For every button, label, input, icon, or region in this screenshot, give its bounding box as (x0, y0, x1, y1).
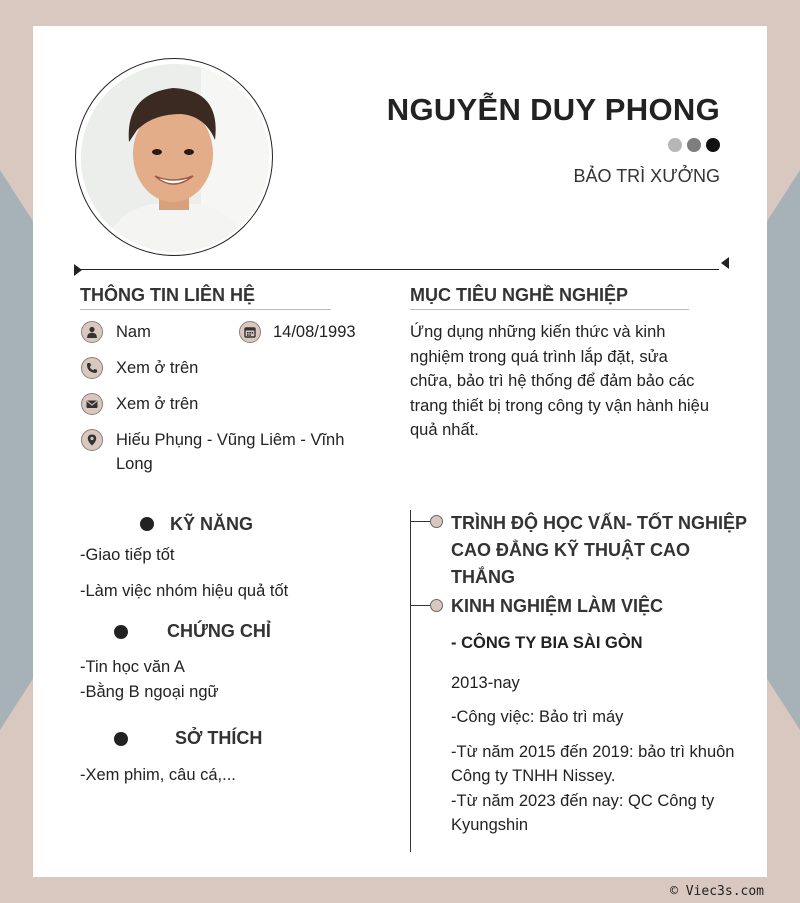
education-heading: TRÌNH ĐỘ HỌC VẤN- TỐT NGHIỆP CAO ĐẲNG KỸ THUẬT CAO THẮNG (451, 513, 747, 587)
location-pin-icon (81, 429, 103, 451)
right-side-panel (764, 170, 800, 730)
avatar-portrait (81, 64, 269, 252)
decor-dot-light (668, 138, 682, 152)
timeline-dot (430, 599, 443, 612)
objective-heading: MỤC TIÊU NGHỀ NGHIỆP (410, 285, 629, 305)
skills-bullet (140, 517, 154, 531)
copyright-text: © Viec3s.com (670, 884, 764, 899)
divider-arrow-left-icon (72, 264, 82, 276)
hobbies-bullet (114, 732, 128, 746)
objective-underline (410, 309, 689, 310)
experience-detail: -Từ năm 2023 đến nay: QC Công ty Kyungshin (451, 792, 715, 834)
objective-text: Ứng dụng những kiến thức và kinh nghiệm trong quá trình lắp đặt, sửa chữa, bảo trì hệ thống để đảm bảo các trang thiết bị trong công ty vận hành hiệu quả nhất. (410, 323, 710, 439)
email-value: Xem ở trên (116, 395, 199, 413)
left-side-panel (0, 170, 36, 730)
address-value: Hiếu Phụng - Vũng Liêm - Vĩnh Long (116, 431, 345, 473)
user-icon (81, 321, 103, 343)
experience-heading: KINH NGHIỆM LÀM VIỆC (451, 596, 664, 616)
timeline-line (410, 510, 411, 852)
phone-icon (81, 357, 103, 379)
header-divider (77, 269, 719, 270)
job-title: BẢO TRÌ XƯỞNG (573, 166, 720, 186)
company-name: - CÔNG TY BIA SÀI GÒN (451, 634, 643, 652)
decor-dot-dark (706, 138, 720, 152)
contact-heading: THÔNG TIN LIÊN HỆ (80, 285, 255, 305)
avatar (81, 64, 269, 252)
phone-value: Xem ở trên (116, 359, 199, 377)
divider-arrow-right-icon (721, 257, 731, 269)
calendar-icon (239, 321, 261, 343)
hobbies-heading: SỞ THÍCH (175, 728, 263, 748)
timeline-connector (410, 521, 430, 522)
decor-dot-mid (687, 138, 701, 152)
skill-item: -Làm việc nhóm hiệu quả tốt (80, 582, 289, 600)
experience-period: 2013-nay (451, 674, 520, 692)
skill-item: -Giao tiếp tốt (80, 546, 175, 564)
hobby-item: -Xem phim, câu cá,... (80, 766, 236, 784)
experience-detail: -Từ năm 2015 đến 2019: bảo trì khuôn Công ty TNHH Nissey. (451, 743, 735, 785)
experience-role: -Công việc: Bảo trì máy (451, 708, 624, 726)
certificates-bullet (114, 625, 128, 639)
certificate-item: -Tin học văn A (80, 658, 185, 676)
candidate-name: NGUYỄN DUY PHONG (386, 92, 720, 127)
timeline-connector (410, 605, 430, 606)
contact-underline (80, 309, 331, 310)
birthday-value: 14/08/1993 (273, 323, 356, 341)
skills-heading: KỸ NĂNG (170, 514, 254, 534)
certificate-item: -Bằng B ngoại ngữ (80, 683, 219, 701)
email-icon (81, 393, 103, 415)
gender-value: Nam (116, 323, 151, 341)
certificates-heading: CHỨNG CHỈ (167, 621, 271, 641)
timeline-dot (430, 515, 443, 528)
